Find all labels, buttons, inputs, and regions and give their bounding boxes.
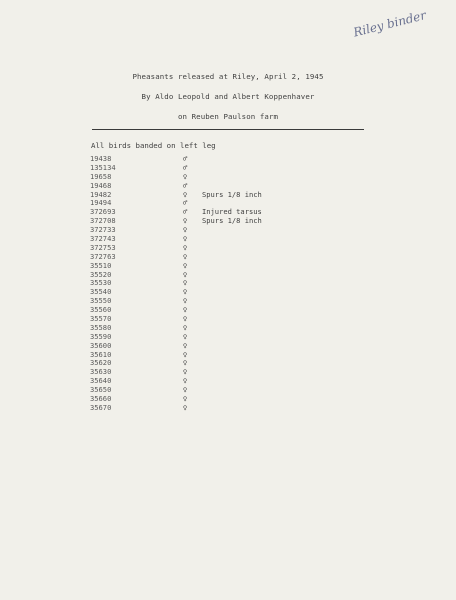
band-number: 372763 [90,251,116,261]
sex-symbol: ♀ [182,367,188,377]
document-authors: By Aldo Leopold and Albert Koppenhaver [141,92,315,101]
band-number: 35540 [90,287,112,297]
sex-symbol: ♀ [182,331,188,341]
band-number: 35550 [90,296,112,306]
band-number: 35590 [90,331,112,341]
sex-symbol: ♀ [182,340,188,350]
sex-symbol: ♂ [182,198,188,208]
sex-symbol: ♀ [182,349,188,359]
band-number: 35650 [90,385,112,395]
band-number: 372693 [90,207,116,217]
sex-symbol: ♀ [182,314,188,324]
band-number: 35660 [90,394,112,404]
sex-symbol: ♂ [182,154,188,163]
sex-symbol: ♀ [182,278,188,288]
band-number: 35580 [90,322,112,332]
band-number: 19482 [90,189,112,199]
sex-symbol: ♀ [182,269,188,279]
sex-symbol: ♀ [182,171,188,181]
record-remark: Spurs 1/8 inch [202,189,262,199]
handwritten-annotation: Riley binder [352,8,428,40]
band-number: 19438 [90,154,112,163]
band-number: 35630 [90,367,112,377]
sex-symbol: ♂ [182,180,188,190]
band-number: 35520 [90,269,112,279]
band-number: 372708 [90,216,116,226]
band-number: 372753 [90,242,116,252]
sex-symbol: ♀ [182,322,188,332]
band-number: 135134 [90,162,116,172]
sex-symbol: ♀ [182,189,188,199]
sex-symbol: ♀ [182,234,188,244]
band-number: 35560 [90,305,112,315]
record-remark: Spurs 1/8 inch [202,216,262,226]
band-number: 35620 [90,358,112,368]
sex-symbol: ♀ [182,358,188,368]
band-number: 35600 [90,340,112,350]
sex-symbol: ♀ [182,305,188,315]
band-number: 35640 [90,376,112,386]
band-number: 19658 [90,171,112,181]
band-number: 372743 [90,234,116,244]
document-title: Pheasants released at Riley, April 2, 1945 [132,72,324,81]
sex-symbol: ♀ [182,251,188,261]
band-number: 35610 [90,349,112,359]
sex-symbol: ♂ [182,162,188,172]
record-remark: Injured tarsus [202,207,262,217]
sex-symbol: ♀ [182,385,188,395]
sex-symbol: ♀ [182,225,188,235]
band-number: 19494 [90,198,112,208]
sex-symbol: ♀ [182,242,188,252]
sex-symbol: ♀ [182,394,188,404]
sex-symbol: ♀ [182,376,188,386]
band-number: 35570 [90,314,112,324]
horizontal-rule [92,129,364,130]
band-number: 19468 [90,180,112,190]
band-number: 35530 [90,278,112,288]
sex-symbol: ♀ [182,296,188,306]
sex-symbol: ♀ [182,402,188,412]
sex-symbol: ♂ [182,207,188,217]
sex-symbol: ♀ [182,260,188,270]
band-number: 372733 [90,225,116,235]
band-number: 35510 [90,260,112,270]
band-number: 35670 [90,402,112,412]
banding-note: All birds banded on left leg [91,141,216,150]
sex-symbol: ♀ [182,216,188,226]
sex-symbol: ♀ [182,287,188,297]
document-location: on Reuben Paulson farm [177,112,279,121]
